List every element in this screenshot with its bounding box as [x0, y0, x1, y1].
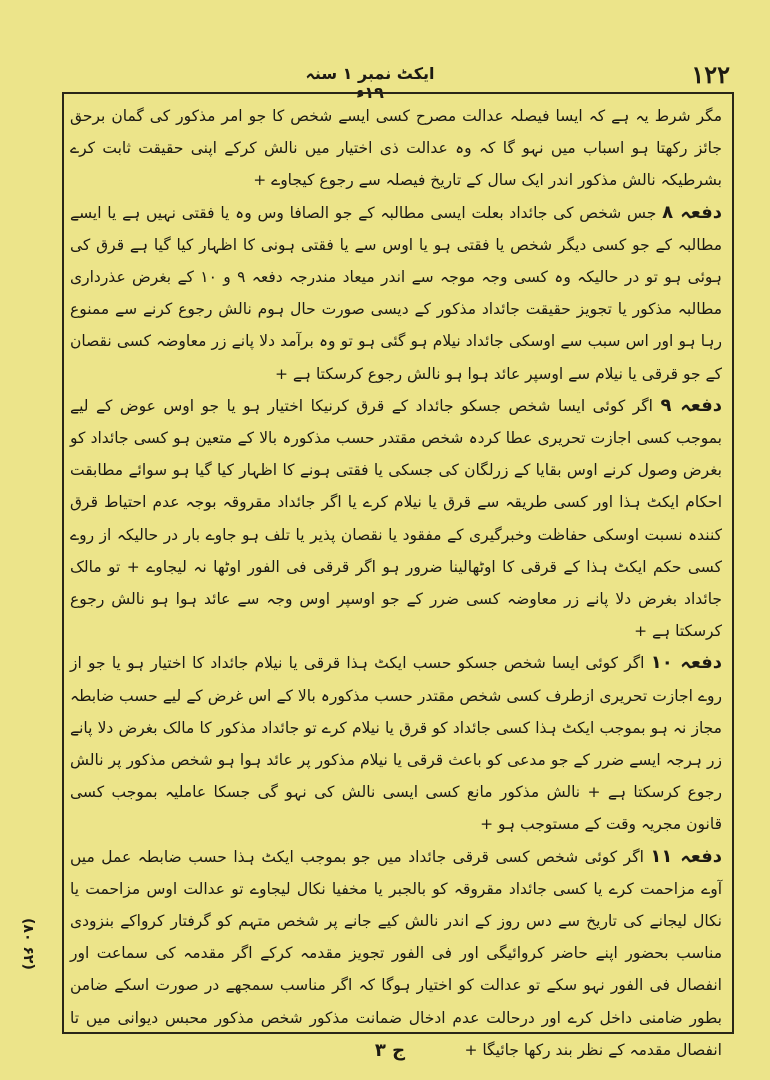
margin-note: (۸۰ ۶۲) — [20, 918, 36, 970]
running-title: ایکٹ نمبر ۱ سنہ ۱۹ء — [305, 64, 435, 102]
section-label: دفعہ ۱۰ — [650, 652, 723, 674]
signature-mark: ۳ ج — [374, 1040, 406, 1061]
section-text: جس شخص کی جائداد بعلت ایسی مطالبہ کے جو الصافا وس وہ یا فقتی نہیں ہے یا ایسے مطالبہ کے جو کسی دیگر شخص یا فقتی ہو یا اوس سے یا فقتی ہونی کا اظہار کیا گیا ہے قرق کی ہوئی ہو تو در حالیکہ وہ کسی وجہ موجہ سے اندر میعاد مندرجہ دفعہ ۹ و ۱۰ کے بغرض عذرداری مطالبہ مذکور یا تجویز حقیقت جائداد مذکور کے دیسی صورت حال ہوم نالش رجوع کرنے سے ممنوع رہا ہو اور اس سبب سے اوسکی جائداد نیلام ہو گئی ہو تو وہ برآمد دلا پانے زر معاوضہ کسی نقصان کے جو قرقی یا نیلام سے اوسپر عائد ہوا ہو نالش رجوع کرسکتا ہے + — [70, 203, 722, 383]
paragraph-intro — [70, 100, 722, 197]
section-9 — [70, 390, 722, 648]
section-text: اگر کوئی شخص کسی قرقی جائداد میں جو بموجب ایکٹ ہذا حسب ضابطہ عمل میں آوے مزاحمت کرے یا کسی جائداد مقروقہ کو بالجبر یا مخفیا نکال لیجاوے تو عدالت اوس مزاحمت یا نکال لیجانے کی تاریخ سے دس روز کے اندر نالش کیے جانے پر شخص متہم کو گرفتار کرواکے بنزودی مناسب بحضور اپنے حاضر کروائیگی اور فی الفور تجویز مقدمہ کرکے اگر مقدمہ کی سماعت اور انفصال فی الفور نہو سکے تو عدالت کو اختیار ہوگا کہ اگر مناسب سمجھے در صورت اسکے ضامن بطور ضامنی داخل کرے اور درحالت عدم ادخال ضمانت مذکور شخص مذکور محبس دیوانی میں تا انفصال مقدمہ کے نظر بند رکھا جائیگا + — [70, 847, 722, 1059]
section-text: اگر کوئی ایسا شخص جسکو حسب ایکٹ ہذا قرقی یا نیلام جائداد کا اختیار ہو یا جو از روے اجازت تحریری ازطرف کسی شخص مقتدر حسب مذکورہ بالا کے اس غرض کے لیے حسب ضابطہ مجاز نہ ہو بموجب ایکٹ ہذا کسی جائداد کو قرق یا نیلام کرے تو جائداد مذکور کا مالک بغرض دلا پانے زر ہرجہ ایسے ضرر کے جو مدعی کو باعث قرقی یا نیلام مذکور پر عائد ہوا ہو شخص مذکور پر نالش رجوع کرسکتا ہے + نالش مذکور مانع کسی ایسی نالش کی نہو گی جسکا عاملیہ بموجب کسی قانون مجریہ وقت کے مستوجب ہو + — [70, 654, 722, 834]
section-text: مگر شرط یہ ہے کہ ایسا فیصلہ عدالت مصرح کسی ایسے شخص کا جو امر مذکور کی گمان برحق جائز رکھتا ہو اسباب میں نہو گا کہ وہ عدالت ذی اختیار میں نالش کرکے اپنی حقیقت ثابت کرے بشرطیکہ نالش مذکور اندر ایک سال کے تاریخ فیصلہ سے رجوع کیجاوے + — [70, 107, 722, 190]
section-11 — [70, 841, 722, 1066]
body-text — [70, 100, 722, 1066]
page-number: ۱۲۲ — [691, 60, 730, 89]
section-label: دفعہ ۱۱ — [650, 845, 722, 867]
section-label: دفعہ ۹ — [660, 394, 722, 416]
section-8 — [70, 197, 722, 390]
section-10 — [70, 647, 722, 840]
section-text: اگر کوئی ایسا شخص جسکو جائداد کے قرق کرنیکا اختیار ہو یا جو اوس عوض کے لیے بموجب کسی اجازت تحریری عطا کردہ شخص مقتدر حسب مذکورہ بالا کے متعین ہو کسی جائداد کو بغرض وصول کرنے اوس بقایا کے زرلگان کی جسکی یا فقتی ہونے کا اظہار کیا گیا ہو سوائے مطابقت احکام ایکٹ ہذا اور کسی طریقہ سے قرق یا نیلام کرے یا اگر جائداد مقروقہ بوجہ عدم احتیاط قرق کنندہ نسبت اوسکی حفاظت وخبرگیری کے مفقود یا نقصان پذیر یا تلف ہو جاوے بار در حالیکہ از روے کسی حکم ایکٹ ہذا کے قرقی کا اوٹھالینا ضرور ہو اگر قرقی فی الفور اوٹھا نہ لیجاوے + تو مالک جائداد بغرض دلا پانے زر معاوضہ کسی ضرر کے جو اوسپر اوس وجہ سے عائد ہوا ہو نالش رجوع کرسکتا ہے + — [70, 396, 722, 641]
section-label: دفعہ ۸ — [662, 201, 722, 223]
